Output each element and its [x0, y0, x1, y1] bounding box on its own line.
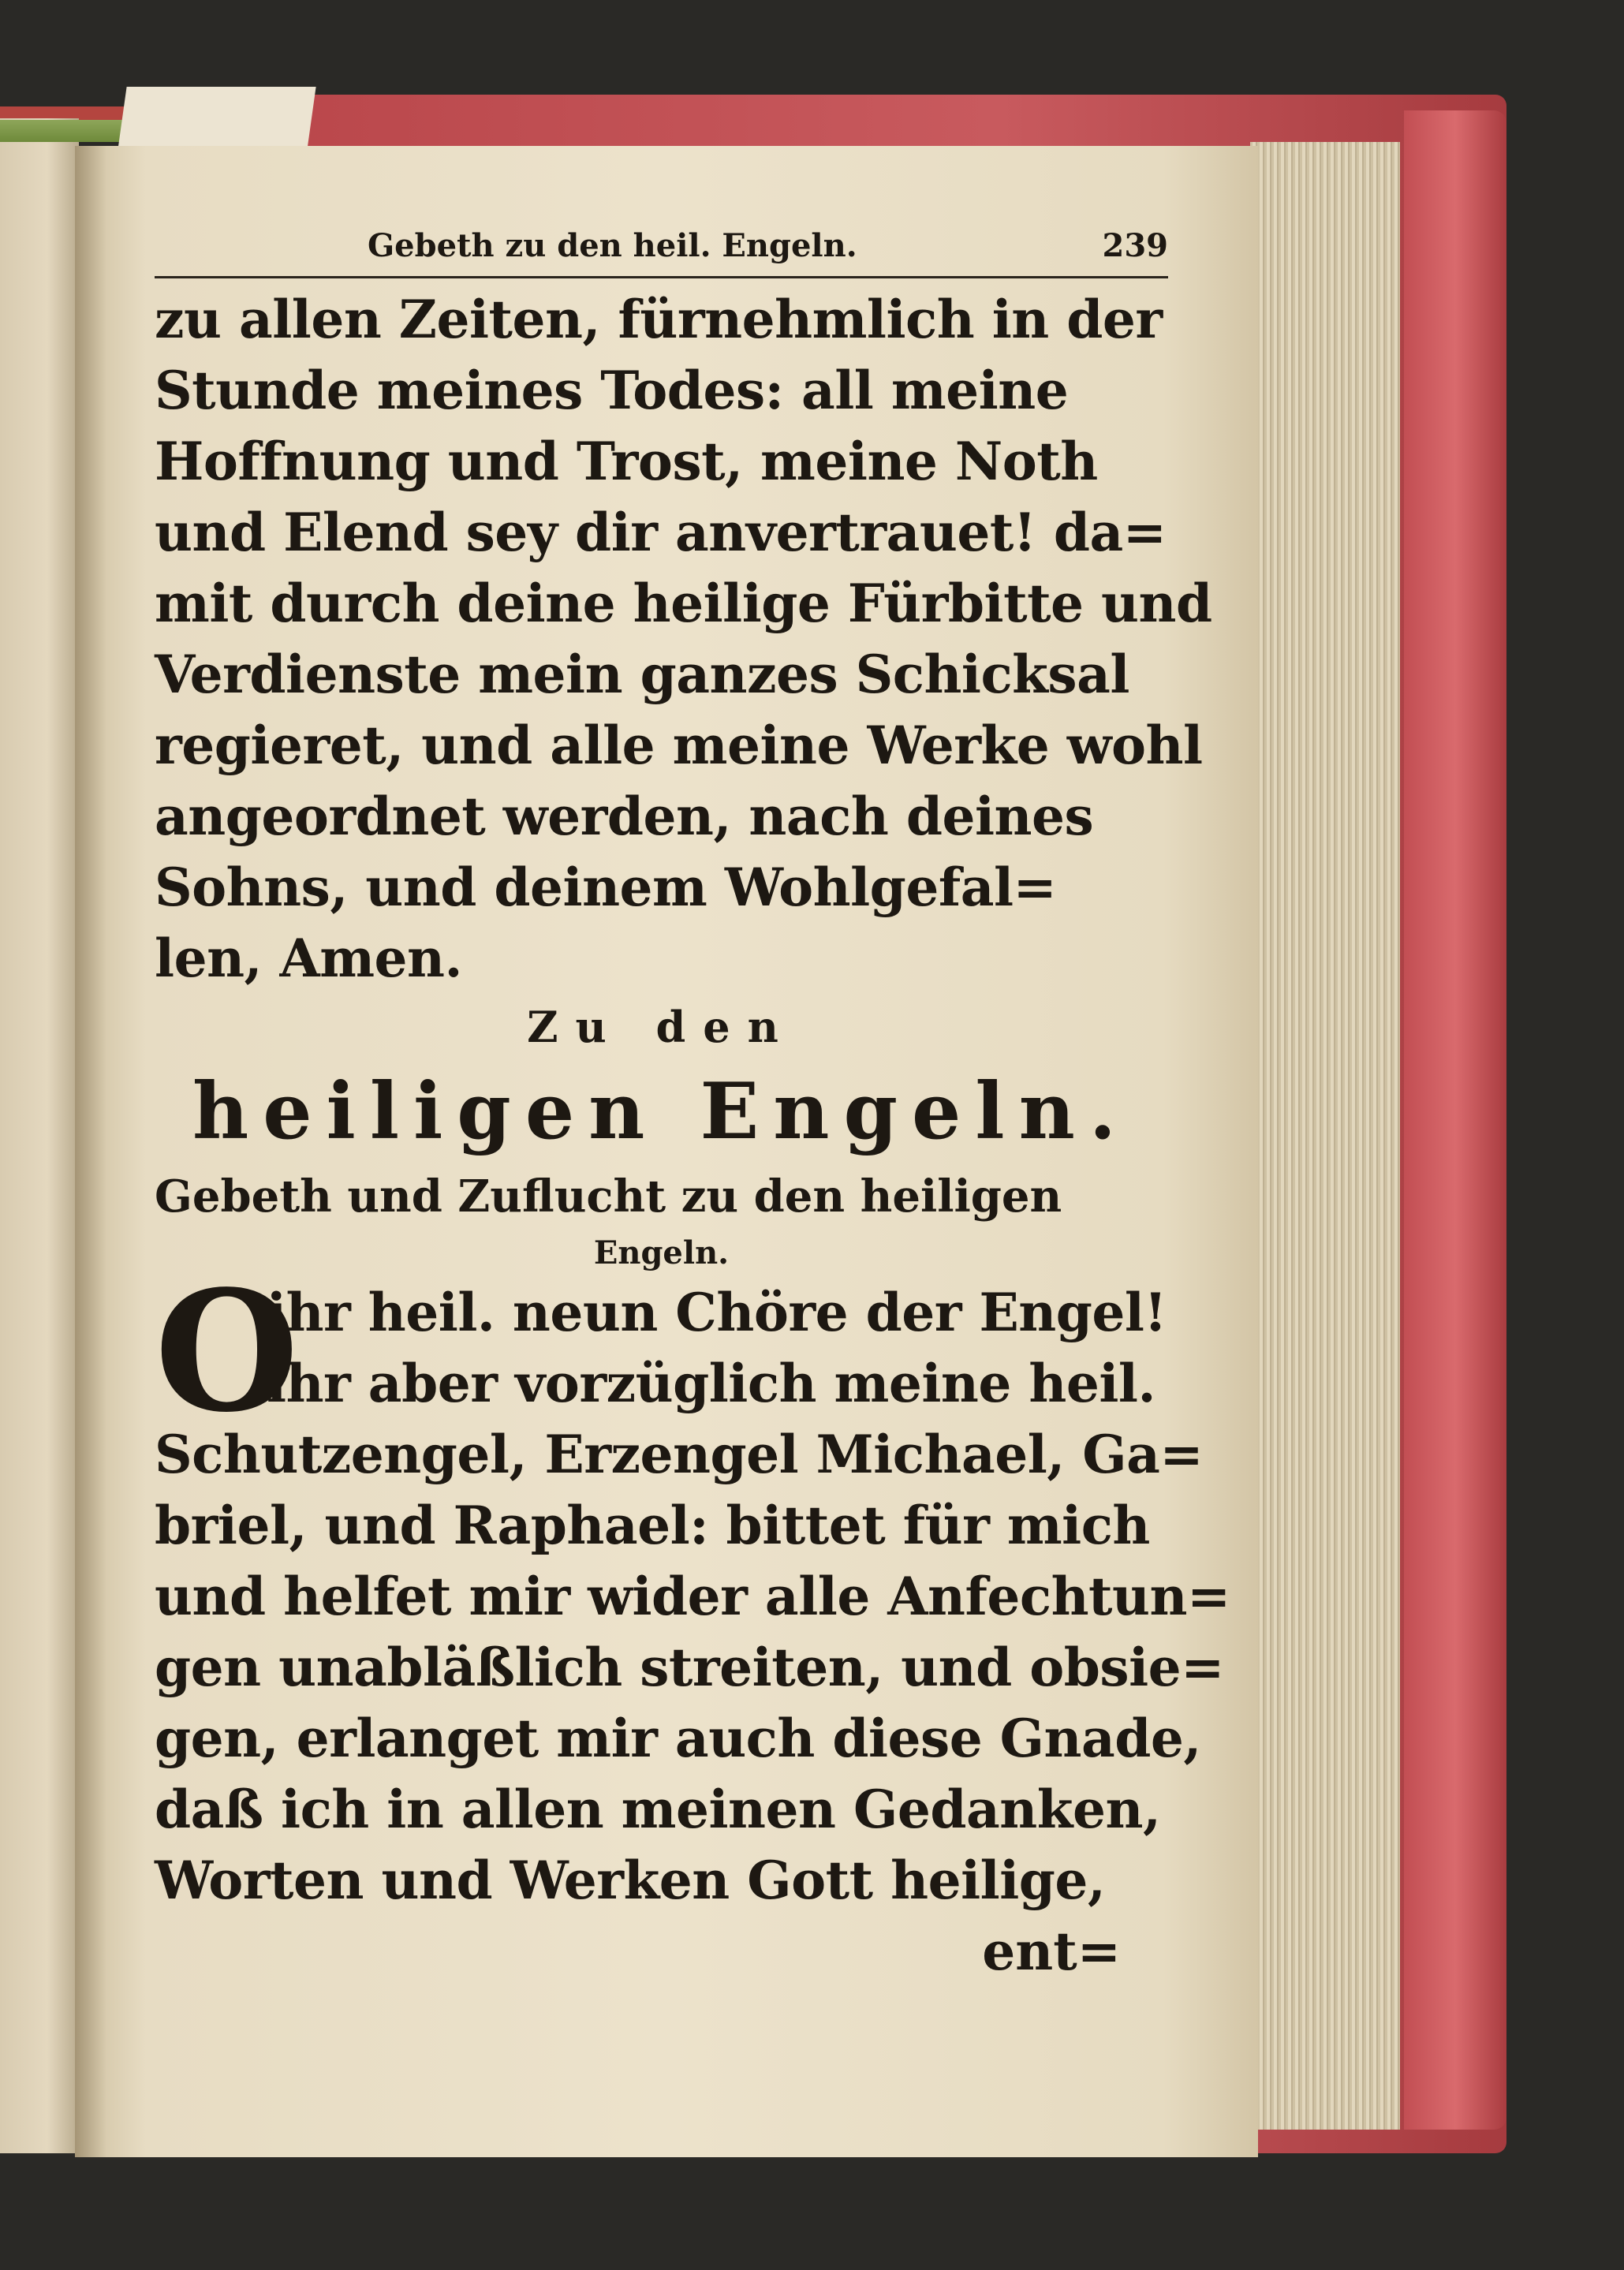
- text-line: Verdienste mein ganzes Schicksal: [155, 644, 1129, 705]
- running-title: Gebeth zu den heil. Engeln.: [368, 227, 857, 264]
- paragraph-1: [155, 284, 1212, 994]
- text-line: ihr aber vorzüglich meine heil.: [267, 1353, 1155, 1414]
- text-line: mit durch deine heilige Fürbitte und: [155, 573, 1212, 634]
- section-subtitle-continued: Engeln.: [593, 1234, 730, 1271]
- cover-edge: [1404, 110, 1506, 2130]
- text-line: und helfet mir wider alle Anfechtun=: [155, 1566, 1230, 1627]
- section-prefix: Zu den: [527, 1002, 796, 1052]
- left-page-edge: [0, 118, 79, 2153]
- page-fold: [118, 87, 315, 150]
- section-subtitle: Gebeth und Zuflucht zu den heiligen: [155, 1170, 1062, 1223]
- section-heading: heiligen Engeln.: [192, 1066, 1130, 1157]
- catchword: ent=: [982, 1921, 1121, 1982]
- text-line: und Elend sey dir anvertrauet! da=: [155, 502, 1167, 563]
- text-line: ihr heil. neun Chöre der Engel!: [267, 1282, 1167, 1343]
- text-line: Schutzengel, Erzengel Michael, Ga=: [155, 1424, 1204, 1485]
- page-number: 239: [1102, 227, 1168, 264]
- page-gutter-shadow: [75, 146, 106, 2157]
- drop-cap: O: [155, 1254, 299, 1449]
- text-line: gen, erlanget mir auch diese Gnade,: [155, 1708, 1201, 1769]
- text-line: gen unabläßlich streiten, und obsie=: [155, 1637, 1224, 1698]
- bookmark-ribbon: [0, 120, 130, 142]
- text-line: regieret, und alle meine Werke wohl: [155, 715, 1203, 776]
- text-line: len, Amen.: [155, 928, 463, 989]
- text-line: angeordnet werden, nach deines: [155, 786, 1094, 847]
- text-line: Stunde meines Todes: all meine: [155, 360, 1069, 421]
- text-line: briel, und Raphael: bittet für mich: [155, 1495, 1150, 1556]
- paragraph-2: [155, 1254, 1230, 1916]
- text-line: Hoffnung und Trost, meine Noth: [155, 431, 1098, 492]
- text-line: daß ich in allen meinen Gedanken,: [155, 1779, 1161, 1840]
- running-header: [155, 213, 1168, 284]
- text-line: Worten und Werken Gott heilige,: [155, 1850, 1106, 1911]
- header-rule: [155, 276, 1168, 278]
- text-line: zu allen Zeiten, fürnehmlich in der: [155, 289, 1163, 350]
- page-text: [155, 213, 1230, 1987]
- text-line: Sohns, und deinem Wohlgefal=: [155, 857, 1057, 918]
- page-stack: [1250, 142, 1400, 2130]
